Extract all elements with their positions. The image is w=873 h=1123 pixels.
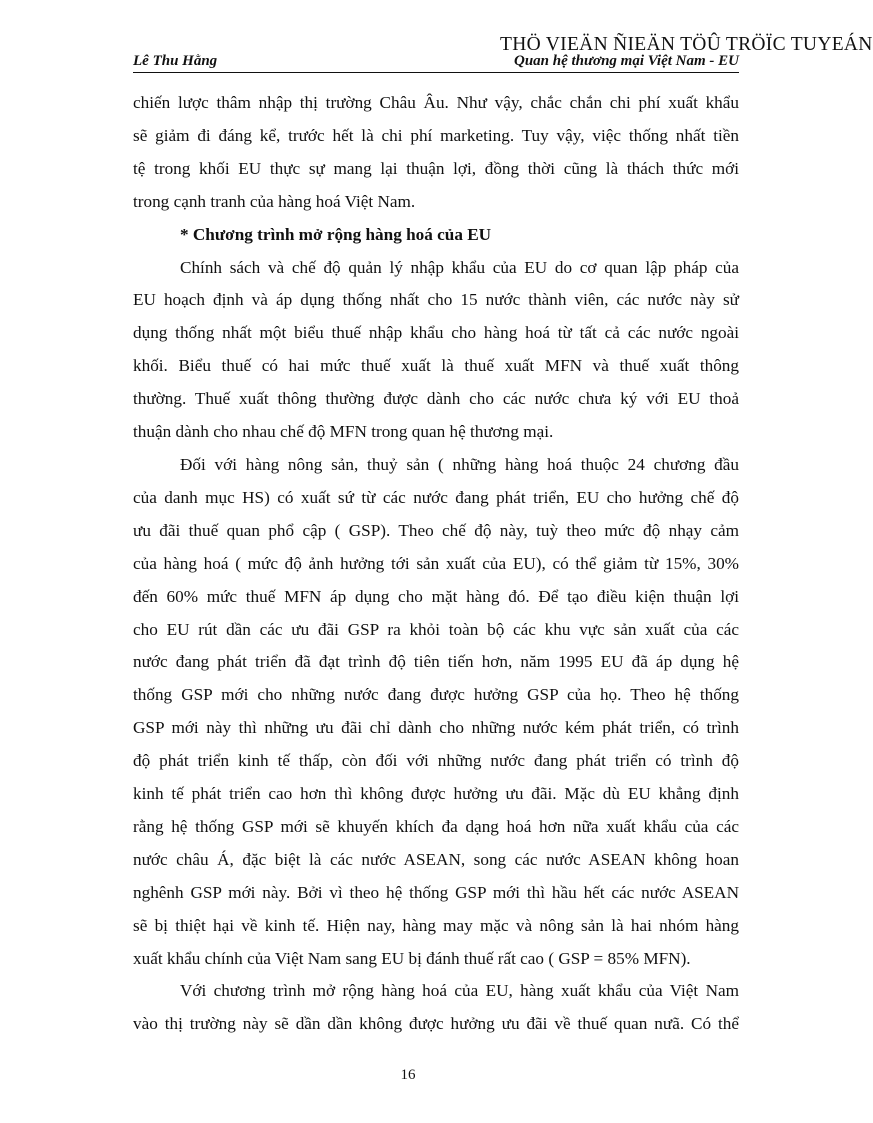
text-line: khối. Biểu thuế có hai mức thuế xuất là thuế xuất MFN và thuế xuất thông	[133, 356, 739, 376]
paragraph-2	[133, 252, 739, 449]
text-line: của hàng hoá ( mức độ ảnh hưởng tới sản xuất của EU), có thể giảm từ 15%, 30%	[133, 553, 739, 573]
text-line: Với chương trình mở rộng hàng hoá của EU, hàng xuất khẩu của Việt Nam	[180, 981, 739, 1001]
text-line: nước châu Á, đặc biệt là các nước ASEAN, song các nước ASEAN không hoan	[133, 849, 739, 869]
paragraph-1	[133, 87, 739, 219]
text-line: trong cạnh tranh của hàng hoá Việt Nam.	[133, 191, 416, 211]
text-line: của danh mục HS) có xuất sứ từ các nước đang phát triển, EU cho hưởng chế độ	[133, 487, 739, 507]
paragraph-4	[133, 975, 739, 1041]
text-line: Chính sách và chế độ quản lý nhập khẩu của EU do cơ quan lập pháp của	[180, 257, 739, 277]
section-heading: * Chương trình mở rộng hàng hoá của EU	[180, 224, 492, 244]
text-line: độ phát triển kinh tế thấp, còn đối với những nước đang phát triển có trình độ	[133, 751, 739, 771]
text-line: tệ trong khối EU thực sự mang lại thuận lợi, đồng thời cũng là thách thức mới	[133, 158, 739, 178]
text-line: dụng thống nhất một biểu thuế nhập khẩu cho hàng hoá từ tất cả các nước ngoài	[133, 323, 739, 343]
text-line: thống GSP mới cho những nước đang được hưởng GSP của họ. Theo hệ thống	[133, 685, 739, 705]
text-line: vào thị trường này sẽ dần dần không được hưởng ưu đãi về thuế quan nưã. Có thể	[133, 1014, 739, 1034]
text-line: EU hoạch định và áp dụng thống nhất cho 15 nước thành viên, các nước này sử	[133, 290, 739, 310]
text-line: sẽ giảm đi đáng kể, trước hết là chi phí marketing. Tuy vậy, việc thống nhất tiền	[133, 125, 739, 145]
text-line: sẽ bị thiệt hại về kinh tế. Hiện nay, hàng may mặc và nông sản là hai nhóm hàng	[133, 915, 739, 935]
body-text	[133, 87, 739, 1041]
text-line: nghênh GSP mới này. Bởi vì theo hệ thống GSP mới thì hầu hết các nước ASEAN	[133, 882, 739, 902]
text-line: xuất khẩu chính của Việt Nam sang EU bị đánh thuế rất cao ( GSP = 85% MFN).	[133, 948, 691, 968]
text-line: chiến lược thâm nhập thị trường Châu Âu. Như vậy, chắc chắn chi phí xuất khẩu	[133, 93, 739, 112]
header-title: Quan hệ thương mại Việt Nam - EU	[514, 53, 739, 69]
text-line: ưu đãi thuế quan phổ cập ( GSP). Theo chế độ này, tuỳ theo mức độ nhạy cảm	[133, 520, 739, 540]
text-line: Đối với hàng nông sản, thuỷ sản ( những hàng hoá thuộc 24 chương đầu	[180, 454, 739, 474]
text-line: nước đang phát triển đã đạt trình độ tiên tiến hơn, năm 1995 EU đã áp dụng hệ	[133, 652, 739, 672]
paragraph-3	[133, 449, 739, 976]
page-header	[133, 53, 739, 73]
text-line: rằng hệ thống GSP mới sẽ khuyến khích đa dạng hoá hơn nữa xuất khẩu của các	[133, 816, 739, 836]
text-line: cho EU rút dần các ưu đãi GSP ra khỏi toàn bộ các khu vực sản xuất của các	[133, 619, 739, 639]
header-rule	[133, 72, 739, 73]
text-line: GSP mới này thì những ưu đãi chỉ dành cho những nước kém phát triển, có trình	[133, 718, 739, 738]
text-line: thuận dành cho nhau chế độ MFN trong quan hệ thương mại.	[133, 422, 554, 442]
text-line: đến 60% mức thuế MFN áp dụng cho mặt hàng đó. Để tạo điều kiện thuận lợi	[133, 586, 739, 606]
page-number: 16	[400, 1067, 416, 1083]
text-line: kinh tế phát triển cao hơn thì không được hưởng ưu đãi. Mặc dù EU khẳng định	[133, 784, 739, 804]
header-author: Lê Thu Hằng	[133, 53, 218, 69]
text-line: thường. Thuế xuất thông thường được dành cho các nước chưa ký với EU thoả	[133, 389, 739, 409]
library-watermark: THÖ VIEÄN ÑIEÄN TÖÛ TRÖÏC TUYEÁN	[500, 34, 873, 55]
